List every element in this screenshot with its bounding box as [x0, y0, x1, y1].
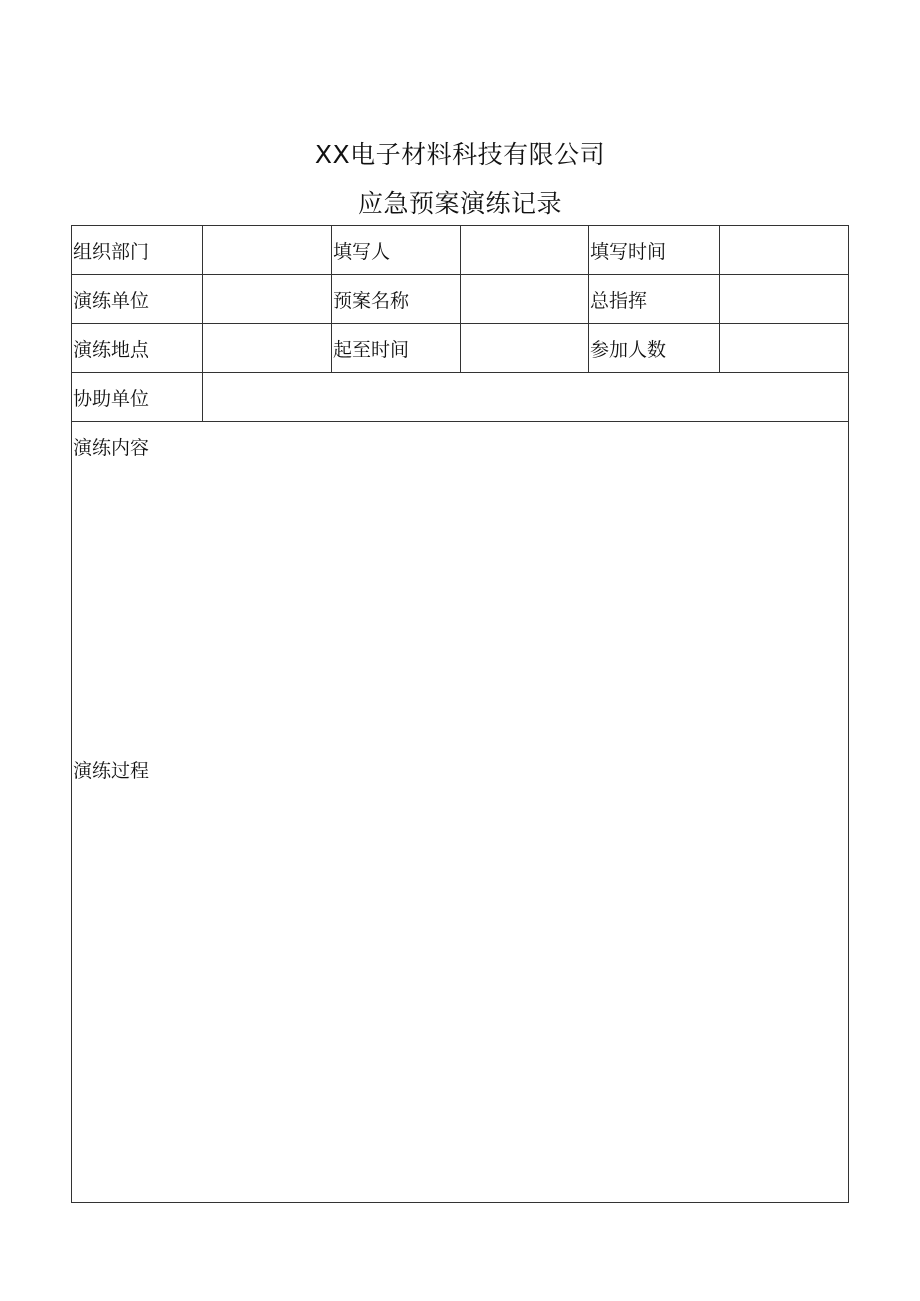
period-value-cell[interactable] [461, 324, 589, 373]
content-label: 演练内容 [73, 437, 150, 459]
filler-label: 填写人 [332, 226, 461, 275]
dept-value-cell[interactable] [203, 226, 332, 275]
assist-label: 协助单位 [72, 373, 203, 422]
form-row-4 [72, 373, 849, 422]
assist-value-cell[interactable] [203, 373, 849, 422]
location-label: 演练地点 [72, 324, 203, 373]
form-row-1 [72, 226, 849, 275]
unit-value-cell[interactable] [203, 275, 332, 324]
commander-value-cell[interactable] [720, 275, 849, 324]
process-label: 演练过程 [73, 760, 150, 782]
period-label: 起至时间 [332, 324, 461, 373]
plan-name-value-cell[interactable] [461, 275, 589, 324]
fill-time-label: 填写时间 [589, 226, 720, 275]
record-title: 应急预案演练记录 [357, 189, 562, 218]
details-cell[interactable] [72, 422, 849, 1203]
location-value-cell[interactable] [203, 324, 332, 373]
fill-time-value-cell[interactable] [720, 226, 849, 275]
commander-label: 总指挥 [589, 275, 720, 324]
filler-value-cell[interactable] [461, 226, 589, 275]
form-row-2 [72, 275, 849, 324]
form-row-3 [72, 324, 849, 373]
dept-label: 组织部门 [72, 226, 203, 275]
drill-record-form [71, 225, 849, 1203]
participants-label: 参加人数 [589, 324, 720, 373]
plan-name-label: 预案名称 [332, 275, 461, 324]
company-name: XX电子材料科技有限公司 [314, 140, 606, 169]
unit-label: 演练单位 [72, 275, 203, 324]
participants-value-cell[interactable] [720, 324, 849, 373]
form-row-details [72, 422, 849, 1203]
